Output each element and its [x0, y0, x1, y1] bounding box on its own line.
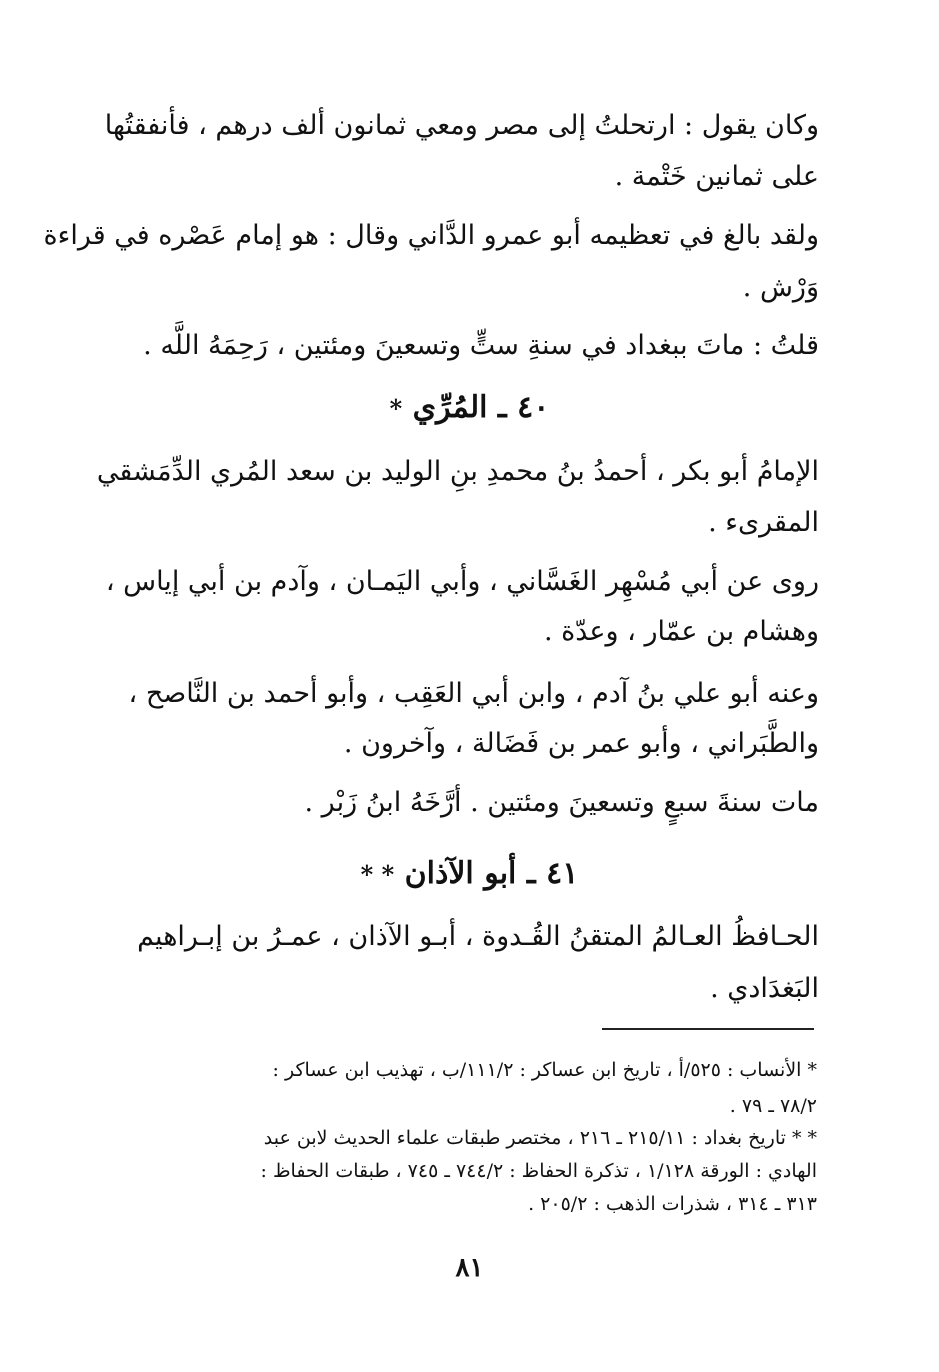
footnote-line: ٧٨/٢ ـ ٧٩ .: [729, 1095, 817, 1117]
body-text-line: روى عن أبي مُسْهِر الغَسَّاني ، وأبي اليَمـان ، وآدم بن أبي إياس ،: [105, 566, 819, 597]
entry-heading-41-title: ٤١ ـ أبو الآذان: [404, 856, 579, 891]
body-text-line: قلتُ : ماتَ ببغداد في سنةِ ستٍّ وتسعينَ ومئتين ، رَحِمَهُ اللَّه .: [143, 330, 819, 361]
body-text-line: وكان يقول : ارتحلتُ إلى مصر ومعي ثمانون ألف درهم ، فأنفقتُها: [104, 110, 819, 141]
footnote-line: * الأنساب : ٥٢٥/أ ، تاريخ ابن عساكر : ١١١/٢/ب ، تهذيب ابن عساكر :: [272, 1059, 817, 1081]
footnote-separator: [602, 1028, 814, 1030]
body-text-line: البَغدَادي .: [710, 973, 819, 1004]
footnote-marker: *: [389, 394, 403, 423]
entry-heading-40-title: ٤٠ ـ المُرِّي: [412, 390, 550, 425]
page-number: ٨١: [455, 1253, 484, 1283]
entry-heading-40: [0, 386, 939, 431]
footnote-line: الهادي : الورقة ١/١٢٨ ، تذكرة الحفاظ : ٧٤٤/٢ ـ ٧٤٥ ، طبقات الحفاظ :: [260, 1160, 817, 1182]
body-text-line: مات سنةَ سبعٍ وتسعينَ ومئتين . أرَّخَهُ ابنُ زَبْر .: [304, 787, 819, 818]
footnote-marker: * *: [360, 860, 395, 889]
body-text-line: وعنه أبو علي بنُ آدم ، وابن أبي العَقِب ، وأبو أحمد بن النَّاصح ،: [128, 678, 819, 709]
entry-heading-41: [0, 852, 939, 897]
footnote-line: ٣١٣ ـ ٣١٤ ، شذرات الذهب : ٢٠٥/٢ .: [528, 1193, 817, 1215]
body-text-line: الحـافظُ العـالمُ المتقنُ القُـدوة ، أبـو الآذان ، عمـرُ بن إبـراهيم: [137, 921, 819, 952]
body-text-line: ولقد بالغ في تعظيمه أبو عمرو الدَّاني وقال : هو إمام عَصْره في قراءة: [43, 220, 819, 251]
footnote-line: * * تاريخ بغداد : ٢١٥/١١ ـ ٢١٦ ، مختصر طبقات علماء الحديث لابن عبد: [263, 1127, 817, 1149]
body-text-line: وَرْش .: [742, 272, 819, 303]
body-text-line: الإمامُ أبو بكر ، أحمدُ بنُ محمدِ بنِ الوليد بن سعد المُري الدِّمَشقي: [96, 456, 819, 487]
body-text-line: على ثمانين خَتْمة .: [614, 161, 819, 192]
body-text-line: والطَّبَراني ، وأبو عمر بن فَضَالة ، وآخرون .: [343, 728, 819, 759]
body-text-line: المقرىء .: [708, 507, 819, 538]
body-text-line: وهشام بن عمّار ، وعدّة .: [543, 616, 819, 647]
